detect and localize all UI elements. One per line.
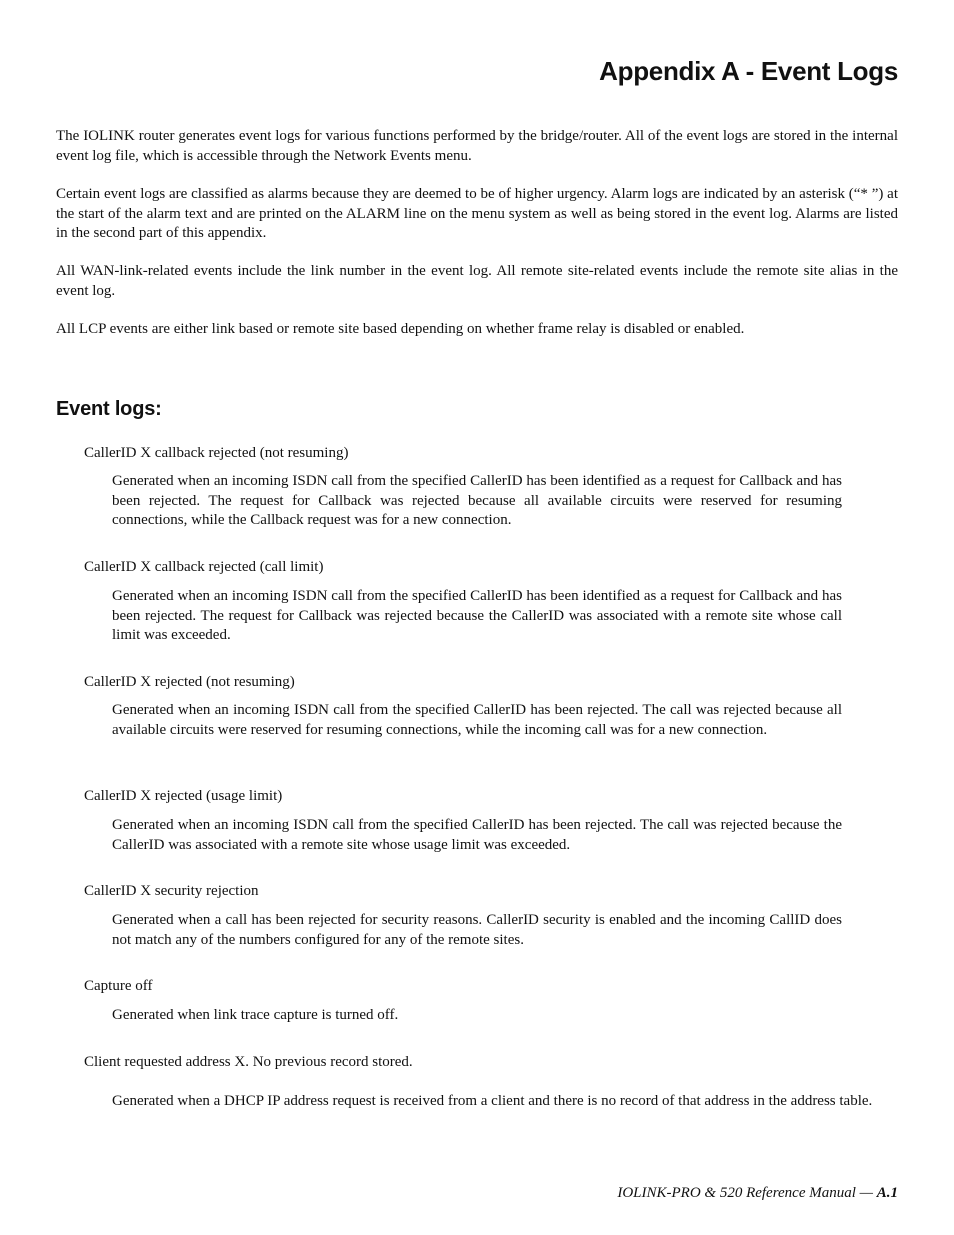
intro-paragraph: All WAN-link-related events include the link number in the event log. All remote site-related events include the remote site alias in the event log.	[56, 263, 898, 299]
intro-paragraph: The IOLINK router generates event logs for various functions performed by the bridge/router. All of the event logs are stored in the internal event log file, which is accessible through the Network Events menu.	[56, 128, 898, 164]
event-description: Generated when a call has been rejected for security reasons. CallerID security is enabled and the incoming CallID does not match any of the numbers configured for any of the remote sites.	[112, 912, 842, 948]
event-name: Capture off	[84, 978, 153, 994]
event-description: Generated when an incoming ISDN call from the specified CallerID has been identified as a request for Callback and has been rejected. The request for Callback was rejected because all available circuits were reserved for resuming connections, while the Callback request was for a new connection.	[112, 473, 842, 528]
section-heading: Event logs:	[56, 398, 162, 420]
event-description: Generated when an incoming ISDN call from the specified CallerID has been identified as a request for Callback and has been rejected. The request for Callback was rejected because the CallerID was associated with a remote site whose call limit was exceeded.	[112, 588, 842, 643]
intro-paragraph: Certain event logs are classified as alarms because they are deemed to be of higher urgency. Alarm logs are indicated by an asterisk (“* ”) at the start of the alarm text and are printed on the ALARM line on the menu system as well as being stored in the event log. Alarms are listed in the second part of this appendix.	[56, 186, 898, 241]
page-footer	[617, 1185, 898, 1202]
event-name: CallerID X rejected (not resuming)	[84, 674, 295, 690]
page-title: Appendix A - Event Logs	[599, 56, 898, 86]
event-name: CallerID X callback rejected (not resuming)	[84, 445, 349, 461]
event-name: Client requested address X. No previous record stored.	[84, 1054, 413, 1070]
event-name: CallerID X callback rejected (call limit)	[84, 559, 324, 575]
event-name: CallerID X rejected (usage limit)	[84, 788, 283, 804]
footer-manual-title: IOLINK-PRO & 520 Reference Manual —	[617, 1185, 873, 1201]
event-description: Generated when link trace capture is turned off.	[112, 1007, 399, 1023]
event-name: CallerID X security rejection	[84, 883, 259, 899]
event-description: Generated when an incoming ISDN call from the specified CallerID has been rejected. The call was rejected because the CallerID was associated with a remote site whose usage limit was exceeded.	[112, 817, 842, 853]
intro-paragraph: All LCP events are either link based or remote site based depending on whether frame relay is disabled or enabled.	[56, 321, 745, 337]
event-description: Generated when a DHCP IP address request is received from a client and there is no record of that address in the address table.	[112, 1093, 873, 1109]
event-description: Generated when an incoming ISDN call from the specified CallerID has been rejected. The call was rejected because all available circuits were reserved for resuming connections, while the incoming call was for a new connection.	[112, 702, 842, 738]
page-number: A.1	[876, 1185, 898, 1201]
